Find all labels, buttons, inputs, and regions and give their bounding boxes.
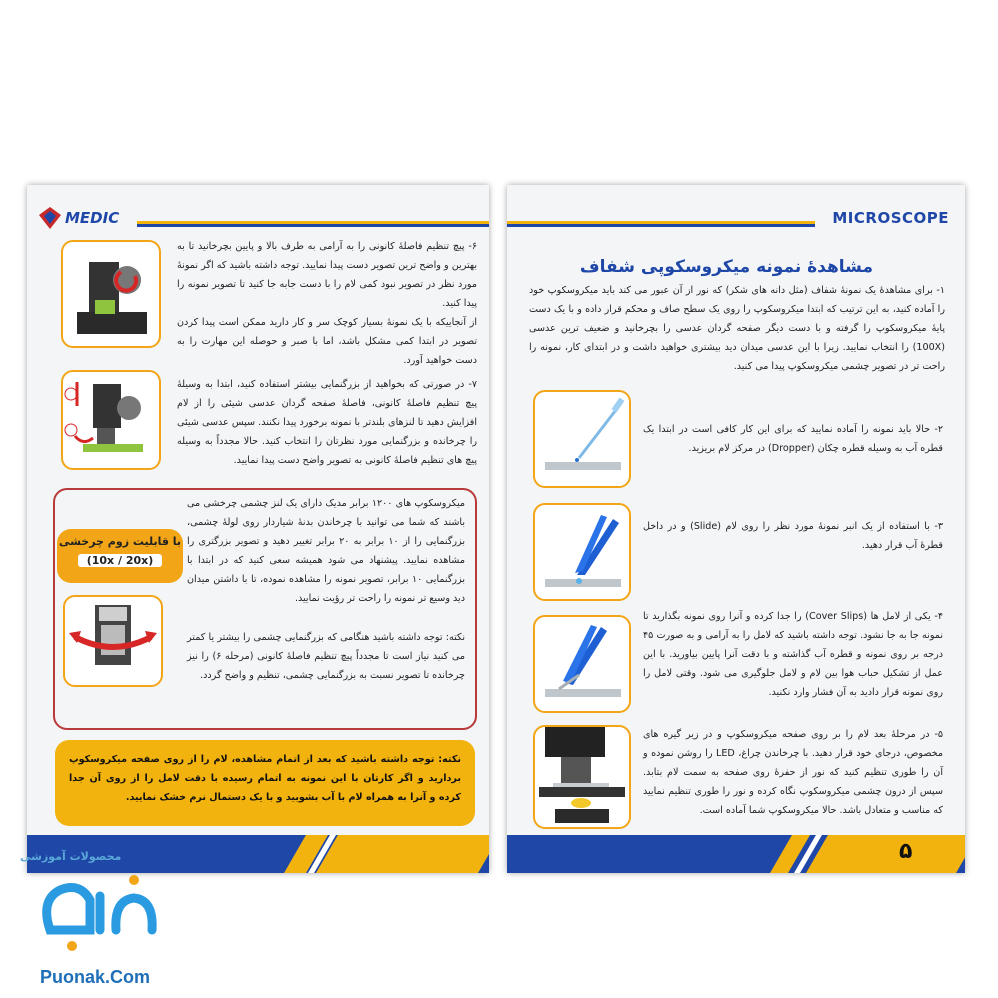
focus-knob-image [61,240,161,348]
step-2-text: ۲- حالا باید نمونه را آماده نمایید که برای این کار کافی است در ابتدا یک قطره آب به وسیله قطره چکان (Dropper) در مرکز لام بریزید. [643,424,943,454]
step-6-note: از آنجاییکه با یک نمونهٔ بسیار کوچک سر و کار دارید ممکن است پیدا کردن تصویر در ابتدا کمی مشکل باشد، اما با صبر و حوصله این مهارت را به دست خواهید آورد. [177,317,477,366]
zoom-badge-range: (10x / 20x) [78,554,162,567]
left-page [27,185,489,873]
top-band [507,221,815,227]
cover-slip-image [533,615,631,713]
eyepiece-info-note: نکته: توجه داشته باشید هنگامی که بزرگنمایی چشمی را بیشتر یا کمتر می کنید نیاز است تا مجدداً پیچ تنظیم فاصلهٔ کانونی (مرحله ۶) را نیز چرخانده تا تصویر نسبت به بزرگنمایی چشمی، تنظیم و واضح گردد. [187,632,466,681]
step-7-text: ۷- در صورتی که بخواهید از بزرگنمایی بیشتر استفاده کنید، ابتدا به وسیلهٔ پیچ تنظیم فاصلهٔ کانونی، فاصلهٔ صفحه گردان عدسی شیئی را از لام افزایش دهید تا لنزهای بلندتر با نمونه برخورد پیدا نکنند. سپس عدسی شیئی را چرخانده و بزرگنمایی مورد نظرتان را انتخاب کنید. حالا مجدداً به وسیله پیچ های تنظیم فاصلهٔ کانونی به تصویر واضح دست پیدا نمایید. [177,379,477,466]
cleaning-note-text: نکته: توجه داشته باشید که بعد از اتمام مشاهده، لام را از روی صفحه میکروسکوپ بردارید و اگر کارتان با این نمونه به اتمام رسیده با دقت لامل را از روی آن جدا کرده و آنرا به همراه لام با آب بشویید و با یک دستمال نرم خشک نمایید. [69,754,461,803]
right-page-number: ۵ [899,839,913,864]
zoom-badge [57,529,183,583]
eyepiece-zoom-image [63,595,163,687]
right-footer [507,835,965,873]
left-page-number: ۶ [109,835,120,856]
puonak-logo [30,860,170,956]
medic-logo-text: MEDIC [65,209,120,227]
objective-turret-image [61,370,161,470]
brand-title: MICROSCOPE [832,209,949,227]
step-4-text: ۴- یکی از لامل ها (Cover Slips) را جدا کرده و آنرا روی نمونه بگذارید تا نمونه جا به جا نشود. توجه داشته باشید که لامل را به آرامی و به صورت ۴۵ درجه بر روی نمونه و قطره آب گذاشته و با دقت آنرا پایین بیاورید. با این عمل از تشکیل حباب هوا بین لام و لامل جلوگیری می شود. وقتی لامل را روی نمونه قرار دادید به آن فشار وارد نکنید. [643,611,944,698]
cleaning-note-box [55,740,475,826]
zoom-badge-title: با قابلیت زوم چرخشی [58,535,182,548]
step-6-text: ۶- پیچ تنظیم فاصلهٔ کانونی را به آرامی به طرف بالا و پایین بچرخانید تا به بهترین و واضح ترین تصویر دست پیدا نمایید. توجه داشته باشید که اگر نمونهٔ مورد نظر در تصویر نبود کمی لام را با دست جابه جا کنید تا تصویر نمونه را پیدا کنید. [177,241,477,309]
eyepiece-info-text: میکروسکوپ های ۱۲۰۰ برابر مدیک دارای یک لنز چشمی چرخشی می باشند که شما می توانید با چرخاندن بدنهٔ شیاردار روی لولهٔ چشمی، بزرگنمایی را از ۱۰ برابر به ۲۰ برابر تغییر دهید و تصویر بزرگتری را مشاهده نمایید. پیشنهاد می شود همیشه سعی کنید که در ابتدا با بزرگنمایی ۱۰ برابر، تصویر نمونه را مشاهده نموده، تا با داشتن میدان دید وسیع تر نمونه را راحت تر رؤیت نمایید. [187,498,465,604]
medic-logo [37,203,119,233]
right-page [507,185,965,873]
section-heading: مشاهدهٔ نمونه میکروسکوپی شفاف [579,257,873,277]
medic-logo-icon [37,205,63,231]
microscope-stage-image [533,725,631,829]
step-5-text: ۵- در مرحلهٔ بعد لام را بر روی صفحه میکروسکوپ و در زیر گیره های مخصوص، درجای خود قرار دهید. با چرخاندن چراغ، LED را روشن نموده و آن را طوری تنظیم کنید که نور از حفرهٔ روی صفحه به سمت لام بتابد. سپس از درون چشمی میکروسکوپ نگاه کرده و نور را طوری تنظیم نمایید که مناسب و متعادل باشد. حالا میکروسکوپ شما آماده است. [643,729,944,816]
tweezers-sample-image [533,503,631,601]
step-1-text: ۱- برای مشاهدهٔ یک نمونهٔ شفاف (مثل دانه های شکر) که نور از آن عبور می کند باید میکروسکوپ خود را آماده کنید، به این ترتیب که ابتدا میکروسکوپ را روی یک سطح صاف و محکم قرار داده و با یک دست پایهٔ میکروسکوپ را گرفته و با دست دیگر صفحه گردان عدسی را بچرخانید و ضعیف ترین عدسی (100X) را انتخاب نمایید. زیرا با این عدسی میدان دید بیشتری خواهید داشت و در ابتدای کار، نمونه را راحت تر در تصویر چشمی میکروسکوپ پیدا می کنید. [529,285,945,372]
watermark-text: محصولات آموزشی [20,850,122,863]
site-url: Puonak.Com [40,967,151,987]
dropper-image [533,390,631,488]
top-band [137,221,489,227]
step-3-text: ۳- با استفاده از یک انبر نمونهٔ مورد نظر را روی لام (Slide) و در داخل قطرهٔ آب قرار دهید. [643,521,943,551]
